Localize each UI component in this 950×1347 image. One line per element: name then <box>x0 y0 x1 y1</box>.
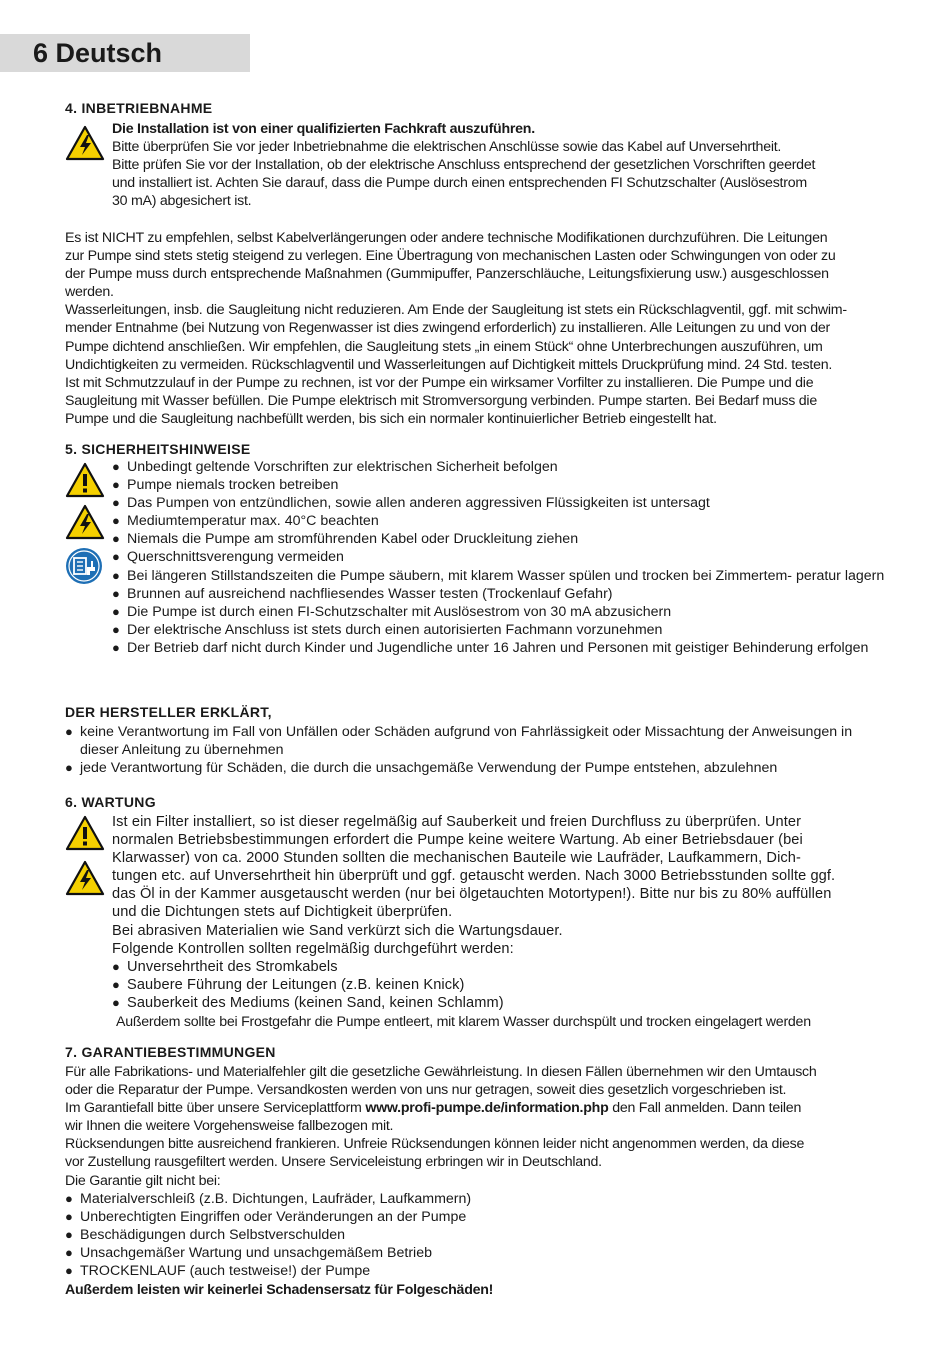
list-item: ● Niemals die Pumpe am stromführenden Kabel oder Druckleitung ziehen <box>112 530 892 548</box>
text-line <box>65 1099 895 1117</box>
list-item: ● Unbedingt geltende Vorschriften zur elektrischen Sicherheit befolgen <box>112 458 892 476</box>
list-item: ● Sauberkeit des Mediums (keinen Sand, keinen Schlamm) <box>112 994 892 1012</box>
read-manual-icon <box>65 547 103 585</box>
text-line: Es ist NICHT zu empfehlen, selbst Kabelverlängerungen oder andere technische Modifikationen durchzuführen. Die Leitungen <box>65 230 828 246</box>
section-header-bar <box>0 34 250 72</box>
section-4-warning-block <box>112 120 892 210</box>
maintenance-text <box>112 813 902 958</box>
text-line: Rücksendungen bitte ausreichend frankieren. Unfreie Rücksendungen können leider nicht angenommen werden, da diese <box>65 1136 805 1153</box>
text-line: das Öl in der Kammer ausgetauscht werden (nur bei ölgetauchten Motortypen!). Bitte nur bis zu 80% auffüllen <box>112 886 832 903</box>
section-4-body <box>65 229 895 428</box>
text-line: und die Dichtungen stets auf Dichtigkeit überprüfen. <box>112 904 453 921</box>
text-line: Klarwasser) von ca. 2000 Stunden sollten die mechanischen Bauteile wie Laufräder, Laufkammern, Dich- <box>112 850 801 867</box>
list-item: ● Das Pumpen von entzündlichen, sowie allen anderen aggressiven Flüssigkeiten ist untersagt <box>112 494 892 512</box>
text-line: wir Ihnen die weitere Vorgehensweise fallbezogen mit. <box>65 1118 394 1135</box>
text-line: tungen etc. auf Unversehrtheit hin überprüft und ggf. getauscht werden. Nach 3000 Betriebsstunden sollte ggf. <box>112 868 836 885</box>
general-warning-icon <box>65 462 105 498</box>
text-fragment: Im Garantiefall bitte über unsere Serviceplattform <box>65 1100 366 1117</box>
maintenance-closing <box>116 1013 896 1031</box>
safety-list <box>112 458 892 657</box>
text-line: werden. <box>65 284 114 301</box>
text-line: zur Pumpe sind stets stetig steigend zu verlegen. Eine Übertragung von mechanischen Lasten oder Schwingungen von oder zu <box>65 248 836 265</box>
text-line: Die Garantie gilt nicht bei: <box>65 1172 221 1189</box>
electric-hazard-icon <box>65 125 105 161</box>
list-item: ● Querschnittsverengung vermeiden <box>112 548 892 566</box>
list-item: ● Der elektrische Anschluss ist stets durch einen autorisierten Fachmann vorzunehmen <box>112 621 892 639</box>
maintenance-checks-list <box>112 958 892 1012</box>
section-5-title: 5. SICHERHEITSHINWEISE <box>65 441 251 457</box>
manufacturer-title: DER HERSTELLER ERKLÄRT, <box>65 704 272 720</box>
text-line: Ist ein Filter installiert, so ist dieser regelmäßig auf Sauberkeit und freien Durchfluss zu überprüfen. Unter <box>112 814 802 830</box>
text-line: Bitte prüfen Sie vor der Installation, ob der elektrische Anschluss entsprechend der gesetzlichen Vorschriften geerdet <box>112 157 816 174</box>
page-title: 6 Deutsch <box>33 38 163 68</box>
text-line: der Pumpe muss durch entsprechende Maßnahmen (Gummipuffer, Panzerschläuche, Leitungsfixierung usw.) ausgeschlossen <box>65 266 829 283</box>
list-item: ● Bei längeren Stillstandszeiten die Pumpe säubern, mit klarem Wasser spülen und trocken bei Zimmertem- peratur lagern <box>112 567 892 585</box>
text-line: und installiert ist. Achten Sie darauf, dass die Pumpe durch einen entsprechenden FI Schutzschalter (Auslösestrom <box>112 175 807 192</box>
section-7-title: 7. GARANTIEBESTIMMUNGEN <box>65 1044 276 1060</box>
electric-hazard-icon <box>65 504 105 540</box>
general-warning-icon <box>65 815 105 851</box>
text-line: Ist mit Schmutzzulauf in der Pumpe zu rechnen, ist vor der Pumpe ein wirksamer Vorfilter zu installieren. Die Pumpe und die <box>65 374 814 391</box>
list-item: ● Pumpe niemals trocken betreiben <box>112 476 892 494</box>
text-fragment: den Fall anmelden. Dann teilen <box>608 1100 802 1117</box>
section-6-title: 6. WARTUNG <box>65 794 156 810</box>
list-item: ● Materialverschleiß (z.B. Dichtungen, Laufräder, Laufkammern) <box>65 1190 885 1208</box>
section-4-title: 4. INBETRIEBNAHME <box>65 100 213 116</box>
text-line: mender Entnahme (bei Nutzung von Regenwasser ist dies zwingend erforderlich) zu installieren. Alle Leitungen zu und von der <box>65 320 830 337</box>
text-line: Für alle Fabrikations- und Materialfehler gilt die gesetzliche Gewährleistung. In diesen Fällen übernehmen wir den Umtausch <box>65 1064 817 1080</box>
list-item: ● Unsachgemäßer Wartung und unsachgemäßem Betrieb <box>65 1244 885 1262</box>
list-item: ● Saubere Führung der Leitungen (z.B. keinen Knick) <box>112 976 892 994</box>
text-line: Saugleitung mit Wasser befüllen. Die Pumpe elektrisch mit Stromversorgung verbinden. Pumpe starten. Bei Bedarf muss die <box>65 392 817 409</box>
text-line: oder die Reparatur der Pumpe. Versandkosten werden von uns nur getragen, soweit dies gesetzlich vorgeschrieben ist. <box>65 1082 787 1099</box>
manufacturer-list <box>65 723 885 777</box>
text-line: Pumpe und die Saugleitung nachbefüllt werden, bis sich ein normaler kontinuierlicher Betrieb eingestellt hat. <box>65 410 717 427</box>
warranty-text <box>65 1063 895 1190</box>
text-line: vor Zustellung rausgefiltert werden. Unsere Serviceleistung erbringen wir in Deutschland. <box>65 1154 602 1171</box>
text-line: Bei abrasiven Materialien wie Sand verkürzt sich die Wartungsdauer. <box>112 922 563 939</box>
list-item: ● Unberechtigten Eingriffen oder Veränderungen an der Pumpe <box>65 1208 885 1226</box>
list-item: ● jede Verantwortung für Schäden, die durch die unsachgemäße Verwendung der Pumpe entstehen, abzulehnen <box>65 759 885 777</box>
warranty-exclusions-list <box>65 1190 885 1280</box>
text-line: normalen Betriebsbestimmungen erfordert die Pumpe keine weitere Wartung. Ab einer Betriebsdauer (bei <box>112 832 803 849</box>
text-line: Bitte überprüfen Sie vor jeder Inbetriebnahme die elektrischen Anschlüsse sowie das Kabel auf Unversehrtheit. <box>112 139 782 156</box>
text-line: Undichtigkeiten zu vermeiden. Rückschlagventil und Wasserleitungen auf Dichtigkeit mittels Druckprüfung mind. 24 Std. testen. <box>65 356 833 373</box>
electric-hazard-icon <box>65 860 105 896</box>
service-platform-link[interactable]: www.profi-pumpe.de/information.php <box>365 1100 609 1117</box>
installation-warning-bold: Die Installation ist von einer qualifizierten Fachkraft auszuführen. <box>112 121 535 137</box>
list-item: ● Brunnen auf ausreichend nachfliesendes Wasser testen (Trockenlauf Gefahr) <box>112 585 892 603</box>
list-item: ● Mediumtemperatur max. 40°C beachten <box>112 512 892 530</box>
text-line: Wasserleitungen, insb. die Saugleitung nicht reduzieren. Am Ende der Saugleitung ist stets ein Rückschlagventil, ggf. mit schwim- <box>65 302 847 319</box>
list-item: ● keine Verantwortung im Fall von Unfällen oder Schäden aufgrund von Fahrlässigkeit oder Missachtung der Anweisungen in dieser Anleitung zu übernehmen <box>65 723 885 759</box>
list-item: ● Beschädigungen durch Selbstverschulden <box>65 1226 885 1244</box>
list-item: ● Der Betrieb darf nicht durch Kinder und Jugendliche unter 16 Jahren und Personen mit geistiger Behinderung erfolgen <box>112 639 892 657</box>
final-disclaimer: Außerdem leisten wir keinerlei Schadensersatz für Folgeschäden! <box>65 1282 494 1298</box>
text-line: 30 mA) abgesichert ist. <box>112 193 252 210</box>
list-item: ● Unversehrtheit des Stromkabels <box>112 958 892 976</box>
text-line: Außerdem sollte bei Frostgefahr die Pumpe entleert, mit klarem Wasser durchspült und trocken eingelagert werden <box>116 1014 811 1030</box>
list-item: ● TROCKENLAUF (auch testweise!) der Pumpe <box>65 1262 885 1280</box>
list-item: ● Die Pumpe ist durch einen FI-Schutzschalter mit Auslösestrom von 30 mA abzusichern <box>112 603 892 621</box>
text-line: Pumpe dichtend anschließen. Wir empfehlen, die Saugleitung stets „in einem Stück“ ohne Unterbrechungen auszuführen, um <box>65 338 823 355</box>
text-line: Folgende Kontrollen sollten regelmäßig durchgeführt werden: <box>112 940 514 957</box>
